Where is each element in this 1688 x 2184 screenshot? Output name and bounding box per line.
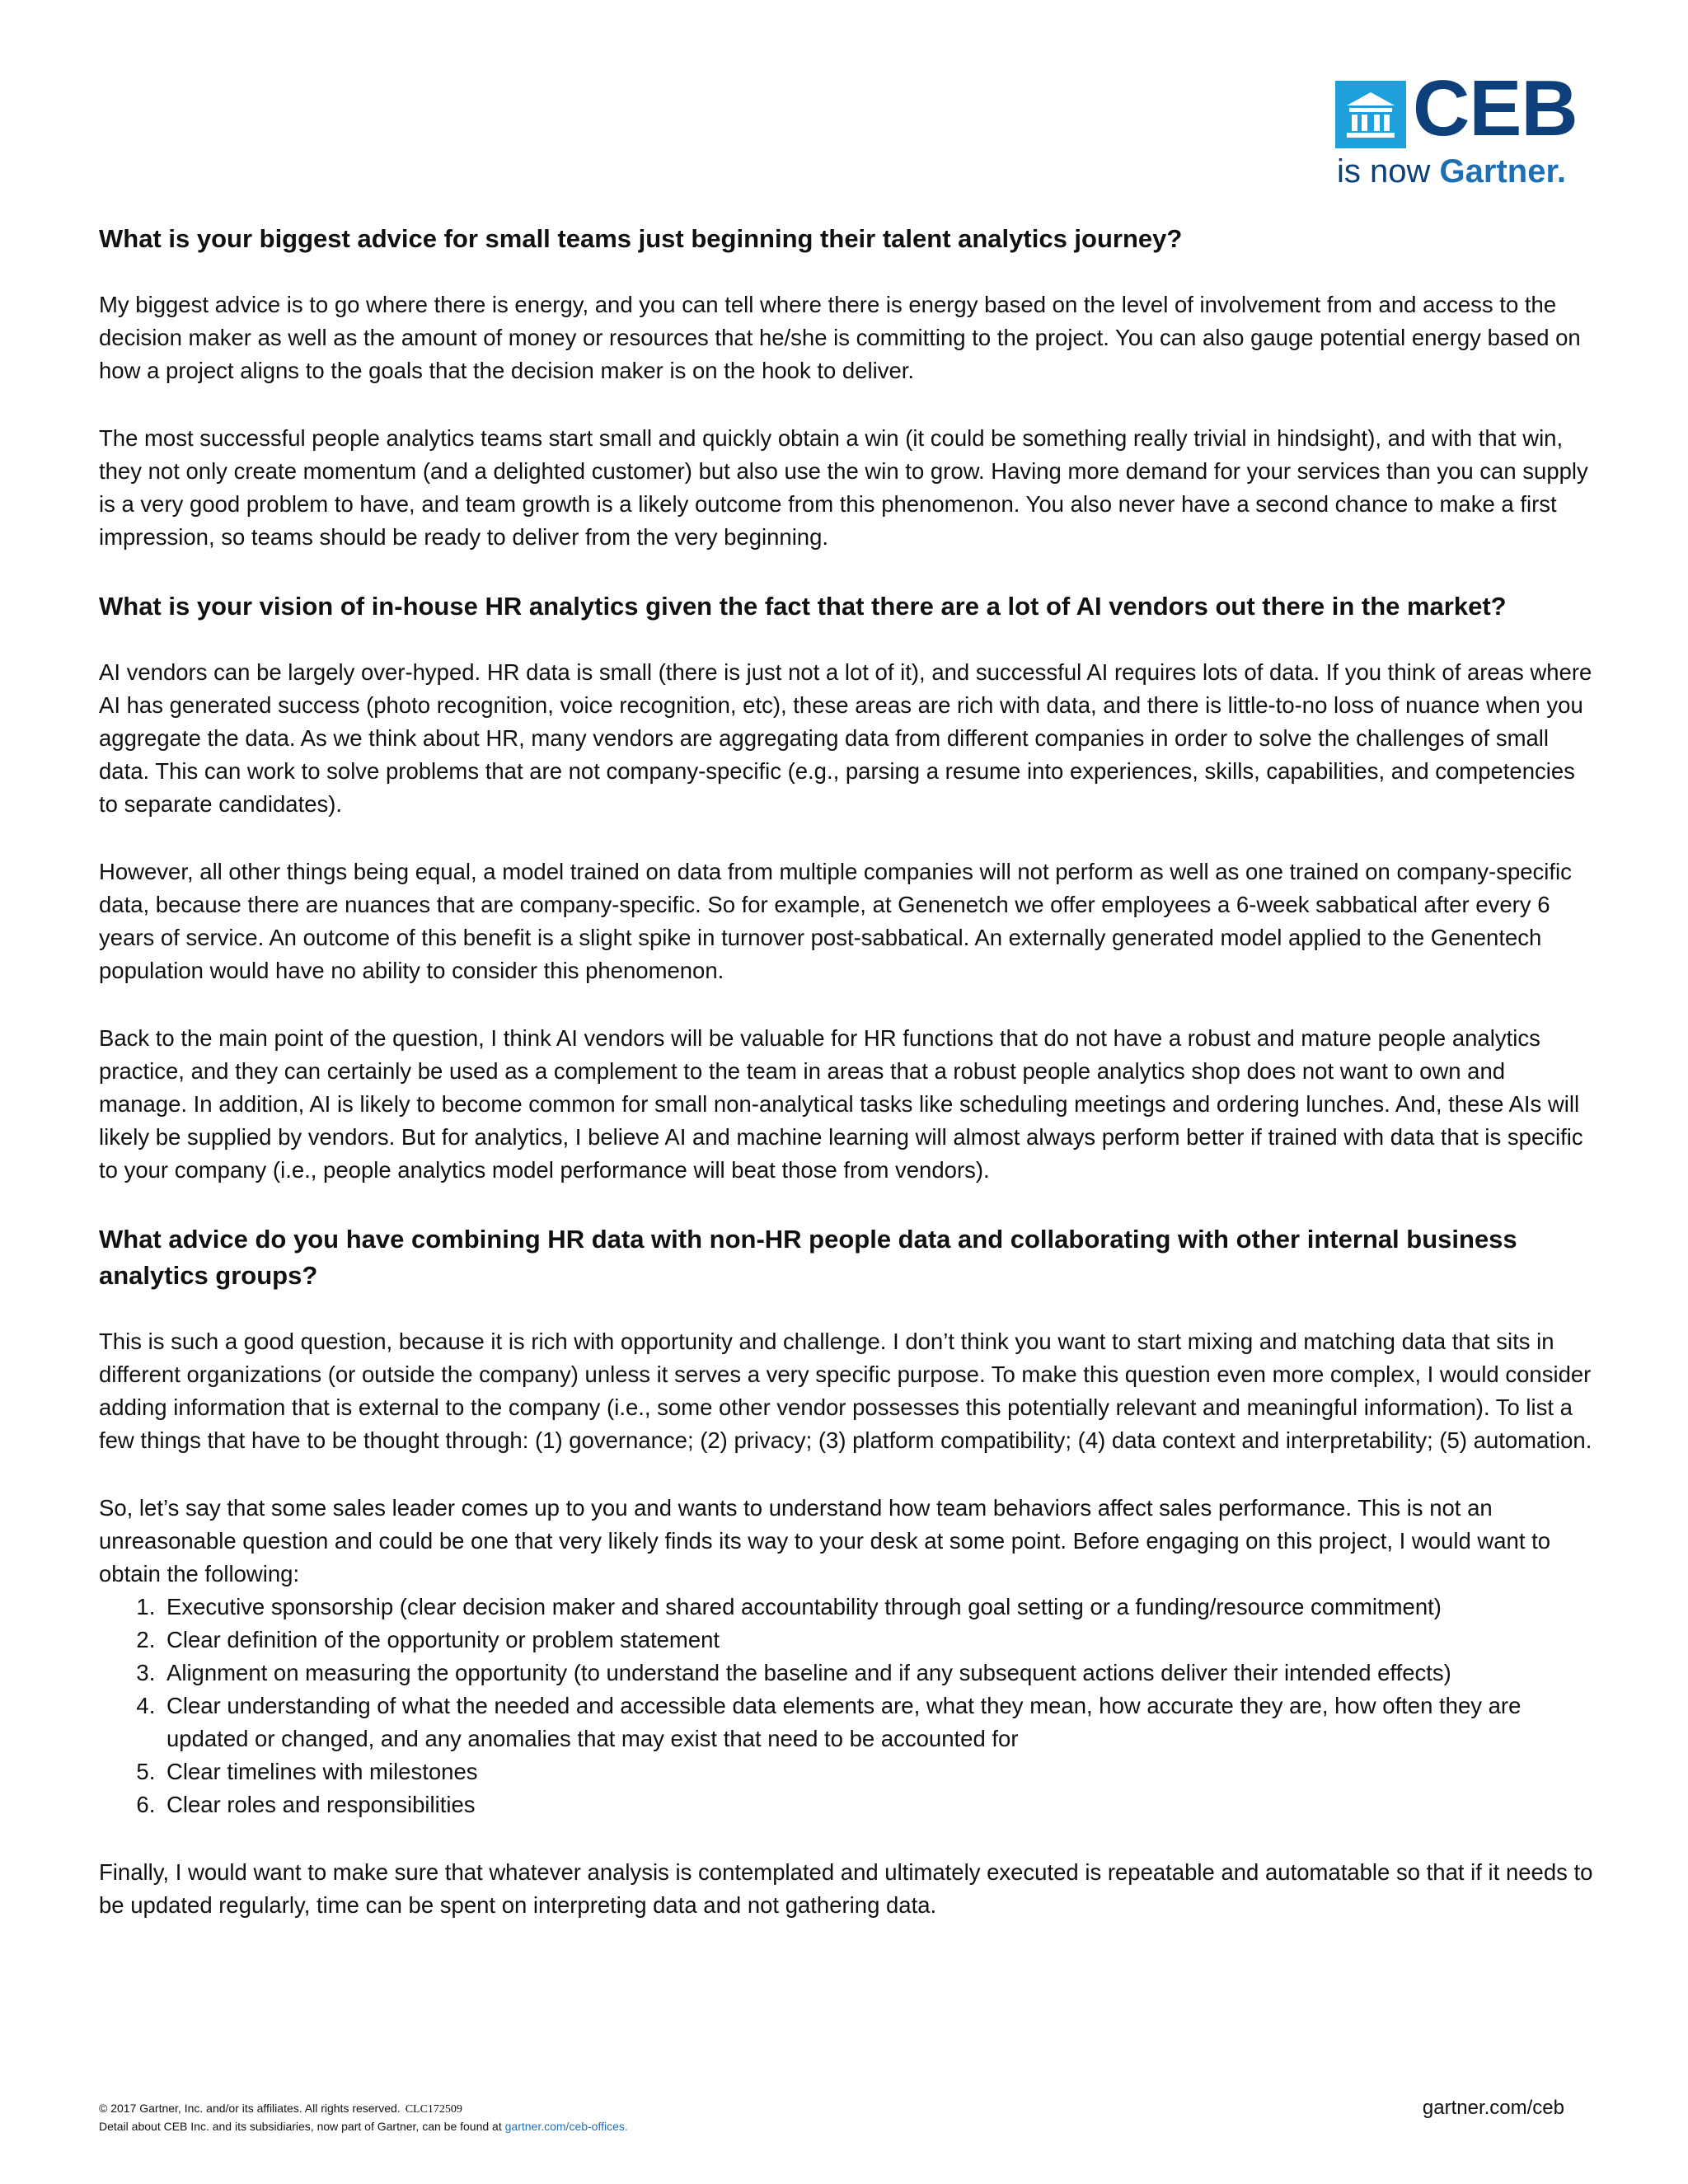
paragraph: AI vendors can be largely over-hyped. HR data is small (there is just not a lot of it), and successful AI requires lots of data. If you think of areas where AI has generated success (photo recognition, voice recognition, etc), these areas are rich with data, and there is little-to-no loss of nuance when you aggregate the data. As we think about HR, many vendors are aggregating data from different companies in order to solve the challenges of small data. This can work to solve problems that are not company-specific (e.g., parsing a resume into experiences, skills, capabilities, and competencies to separate candidates). — [99, 659, 1592, 817]
logo-tagline — [1337, 153, 1566, 190]
list-item: 1. Executive sponsorship (clear decision maker and shared accountability through goal setting or a funding/resource commitment) — [162, 1591, 1599, 1624]
paragraph: My biggest advice is to go where there is energy, and you can tell where there is energy based on the level of involvement from and access to the decision maker as well as the amount of money or resources that he/she is committing to the project. You can also gauge potential energy based on how a project aligns to the goals that the decision maker is on the hook to deliver. — [99, 292, 1581, 383]
list-item: 3. Alignment on measuring the opportunity (to understand the baseline and if any subsequent actions deliver their intended effects) — [162, 1657, 1599, 1690]
document-body — [99, 221, 1599, 1957]
copyright-text: © 2017 Gartner, Inc. and/or its affiliates. All rights reserved. — [99, 2102, 401, 2115]
list-item: 4. Clear understanding of what the needed and accessible data elements are, what they mean, how accurate they are, how often they are updated or changed, and any anomalies that may exist that need to be accounted for — [162, 1690, 1599, 1755]
paragraph: This is such a good question, because it is rich with opportunity and challenge. I don’t think you want to start mixing and matching data that sits in different organizations (or outside the company) unless it serves a very specific purpose. To make this question even more complex, I would consider adding information that is external to the company (i.e., some other vendor possesses this potentially relevant and meaningful information). To list a few things that have to be thought through: (1) governance; (2) privacy; (3) platform compatibility; (4) data context and interpretability; (5) automation. — [99, 1329, 1592, 1453]
section-heading: What is your vision of in-house HR analytics given the fact that there are a lot of AI vendors out there in the market? — [99, 592, 1507, 621]
logo-tagline-mark: . — [1556, 153, 1566, 190]
ceb-gartner-logo — [1335, 64, 1582, 194]
requirements-list — [99, 1591, 1599, 1821]
ceb-offices-link[interactable]: gartner.com/ceb-offices. — [504, 2120, 628, 2133]
paragraph: Back to the main point of the question, I think AI vendors will be valuable for HR functions that do not have a robust and mature people analytics practice, and they can certainly be used as a complement to the team in areas that a robust people analytics shop does not want to own and manage. In addition, AI is likely to become common for small non-analytical tasks like scheduling meetings and ordering lunches. And, these AIs will likely be supplied by vendors. But for analytics, I believe AI and machine learning will almost always perform better if trained with data that is specific to your company (i.e., people analytics model performance will beat those from vendors). — [99, 1025, 1583, 1183]
list-item: 6. Clear roles and responsibilities — [162, 1788, 1599, 1821]
logo-tagline-brand: Gartner — [1439, 153, 1557, 190]
list-item: 2. Clear definition of the opportunity or problem statement — [162, 1624, 1599, 1657]
document-code: CLC172509 — [405, 2103, 462, 2116]
logo-wordmark: CEB — [1413, 64, 1578, 152]
logo-tagline-prefix: is now — [1337, 153, 1431, 190]
paragraph: So, let’s say that some sales leader comes up to you and wants to understand how team behaviors affect sales performance. This is not an unreasonable question and could be one that very likely finds its way to your desk at some point. Before engaging on this project, I would want to obtain the following: — [99, 1495, 1551, 1586]
building-columns-icon — [1335, 81, 1406, 148]
footer-legal — [99, 2100, 628, 2135]
footer-detail-text: Detail about CEB Inc. and its subsidiaries, now part of Gartner, can be found at — [99, 2120, 502, 2133]
footer-site-link[interactable]: gartner.com/ceb — [1422, 2097, 1564, 2119]
paragraph: The most successful people analytics teams start small and quickly obtain a win (it could be something really trivial in hindsight), and with that win, they not only create momentum (and a delighted customer) but also use the win to grow. Having more demand for your services than you can supply is a very good problem to have, and team growth is a likely outcome from this phenomenon. You also never have a second chance to make a first impression, so teams should be ready to deliver from the very beginning. — [99, 425, 1588, 550]
paragraph: Finally, I would want to make sure that whatever analysis is contemplated and ultimately executed is repeatable and automatable so that if it needs to be updated regularly, time can be spent on interpreting data and not gathering data. — [99, 1859, 1593, 1918]
list-item: 5. Clear timelines with milestones — [162, 1755, 1599, 1788]
paragraph: However, all other things being equal, a model trained on data from multiple companies will not perform as well as one trained on company-specific data, because there are nuances that are company-specific. So for example, at Genenetch we offer employees a 6-week sabbatical after every 6 years of service. An outcome of this benefit is a slight spike in turnover post-sabbatical. An externally generated model applied to the Genentech population would have no ability to consider this phenomenon. — [99, 859, 1572, 983]
section-heading: What advice do you have combining HR data with non-HR people data and collaborating with other internal business analytics groups? — [99, 1225, 1517, 1290]
section-heading: What is your biggest advice for small teams just beginning their talent analytics journey? — [99, 224, 1183, 253]
